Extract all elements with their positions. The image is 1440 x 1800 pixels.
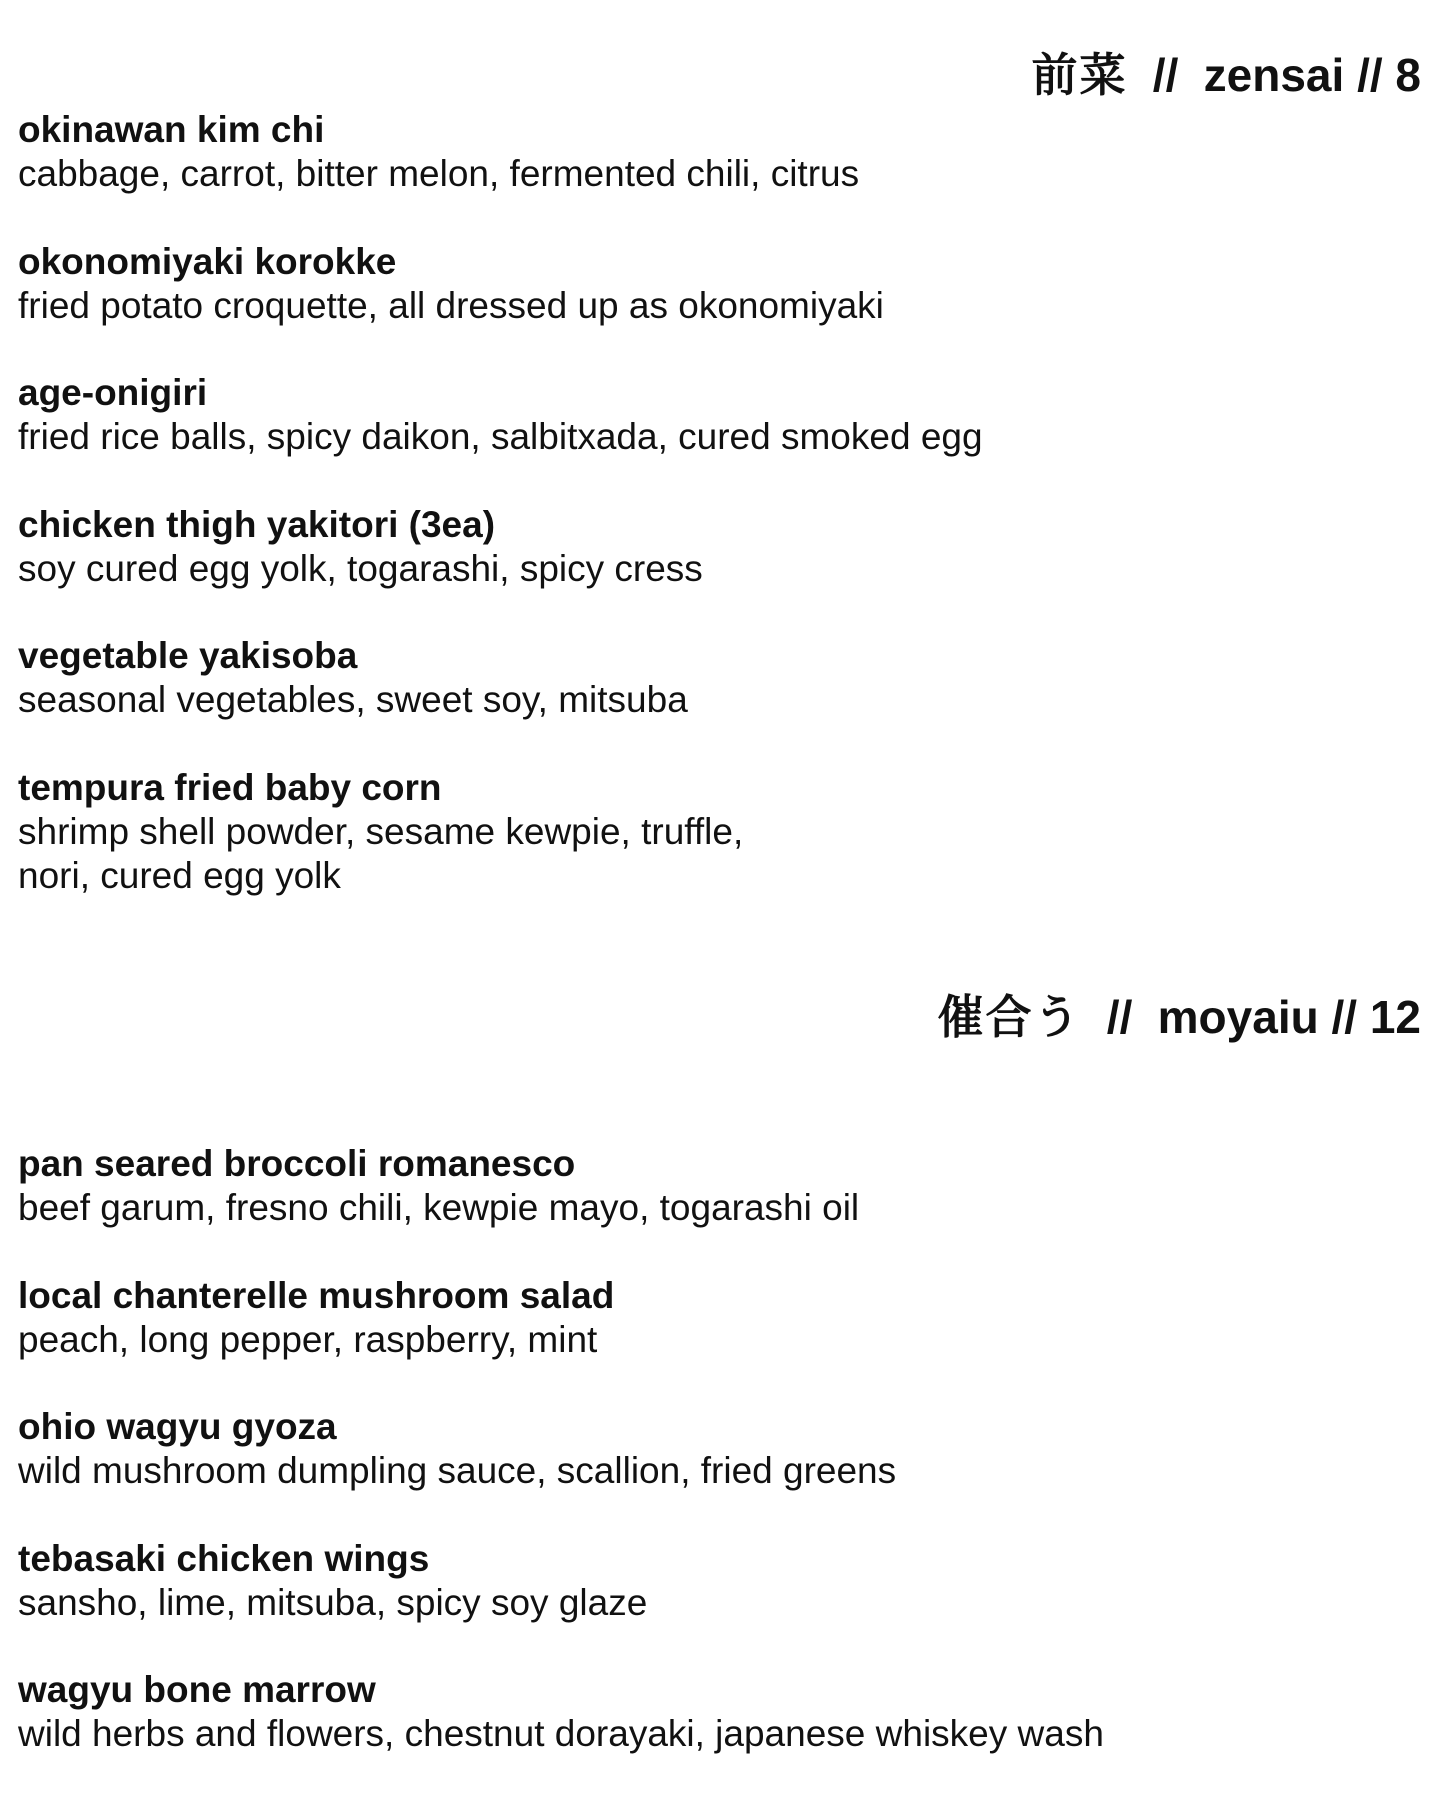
menu-item-description: sansho, lime, mitsuba, spicy soy glaze (18, 1581, 648, 1623)
menu-item-description: fried rice balls, spicy daikon, salbitxada, cured smoked egg (18, 416, 983, 457)
menu-item-description: shrimp shell powder, sesame kewpie, truffle, nori, cured egg yolk (18, 810, 744, 896)
menu-item-name: ohio wagyu gyoza (18, 1406, 337, 1447)
menu-item-name: chicken thigh yakitori (3ea) (18, 503, 496, 545)
menu-item-description: wild mushroom dumpling sauce, scallion, fried greens (18, 1450, 897, 1491)
menu-item (18, 240, 983, 328)
menu-item-name: tebasaki chicken wings (18, 1537, 430, 1579)
menu-item (18, 766, 983, 898)
menu-list-zensai (18, 108, 983, 941)
menu-list-moyaiu (18, 1142, 1104, 1800)
menu-item (18, 371, 983, 459)
menu-item-name: okinawan kim chi (18, 109, 325, 150)
section-heading-separator: // (1152, 49, 1179, 101)
section-heading-moyaiu (937, 991, 1422, 1043)
menu-item-name: vegetable yakisoba (18, 635, 358, 676)
menu-item-description: fried potato croquette, all dressed up as okonomiyaki (18, 284, 884, 326)
menu-item (18, 1142, 1104, 1230)
section-heading-jp: 前菜 (1031, 49, 1128, 101)
menu-item-name: age-onigiri (18, 372, 208, 413)
section-heading-title: moyaiu // 12 (1157, 991, 1421, 1043)
menu-item (18, 1668, 1104, 1756)
menu-item (18, 634, 983, 722)
menu-item-name: tempura fried baby corn (18, 766, 442, 808)
menu-item (18, 1274, 1104, 1362)
section-heading-separator: // (1106, 991, 1133, 1043)
menu-item-name: pan seared broccoli romanesco (18, 1143, 576, 1184)
menu-item-name: wagyu bone marrow (18, 1669, 376, 1710)
menu-item-name: okonomiyaki korokke (18, 240, 397, 282)
section-heading-title: zensai // 8 (1203, 49, 1421, 101)
menu-item (18, 503, 983, 591)
menu-item (18, 1405, 1104, 1493)
menu-item-description: soy cured egg yolk, togarashi, spicy cress (18, 547, 703, 589)
menu-item-description: seasonal vegetables, sweet soy, mitsuba (18, 679, 688, 720)
menu-item (18, 1537, 1104, 1625)
menu-item-description: cabbage, carrot, bitter melon, fermented chili, citrus (18, 153, 860, 194)
menu-item-description: wild herbs and flowers, chestnut dorayaki, japanese whiskey wash (18, 1713, 1104, 1754)
menu-item-name: local chanterelle mushroom salad (18, 1274, 615, 1316)
section-heading-zensai (1031, 49, 1422, 101)
menu-item-description: peach, long pepper, raspberry, mint (18, 1318, 598, 1360)
menu-item-description: beef garum, fresno chili, kewpie mayo, togarashi oil (18, 1187, 860, 1228)
menu-item (18, 108, 983, 196)
section-heading-jp: 催合う (937, 991, 1082, 1043)
